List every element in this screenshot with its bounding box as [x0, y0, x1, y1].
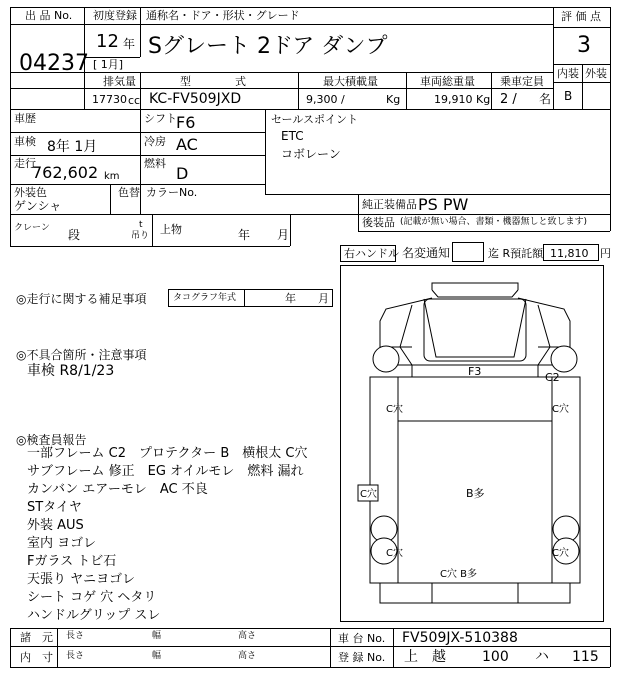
interior-height-label: 高さ — [238, 651, 257, 661]
max-load: 9,300 / — [306, 93, 345, 106]
capacity-label: 乗車定員 — [500, 75, 544, 88]
ac-label: 冷房 — [144, 135, 166, 148]
inspector-line-7: Fガラス トビ石 — [27, 554, 117, 569]
color-change-label: 色替 — [118, 186, 140, 199]
inspector-line-1: 一部フレーム C2 プロテクター B 横根太 C穴 — [27, 446, 308, 461]
first-reg-month: [ 1月] — [93, 58, 124, 71]
mileage-label: 走行 — [14, 157, 36, 170]
interior-label: 内装 — [557, 67, 579, 80]
max-load-unit: Kg — [386, 93, 401, 106]
model-code: KC-FV509JXD — [149, 91, 242, 107]
displacement-unit: cc — [128, 94, 141, 107]
tachograph-label: タコグラフ年式 — [173, 293, 237, 303]
chassis-no: FV509JX-510388 — [402, 630, 518, 646]
interior-grade: B — [564, 89, 573, 103]
label-f3: F3 — [468, 365, 482, 378]
sales-point-1: ETC — [281, 129, 304, 143]
aftermarket-label: 後装品 — [362, 216, 395, 229]
rating-label: 評 価 点 — [561, 10, 601, 23]
inspector-line-5: 外装 AUS — [27, 518, 84, 533]
max-load-label: 最大積載量 — [323, 75, 378, 88]
gross-weight: 19,910 — [434, 93, 473, 106]
registration-number: 115 — [572, 649, 599, 665]
spec-length-label: 長さ — [66, 631, 85, 641]
topload-year-unit: 年 — [238, 228, 251, 242]
shift-label: シフト — [144, 112, 177, 125]
crane-stage-unit: 段 — [68, 228, 81, 242]
inspector-heading: ◎検査員報告 — [16, 433, 87, 447]
truck-damage-diagram — [340, 265, 604, 622]
label-c-hole-b-many: C穴 B多 — [440, 569, 478, 580]
aftermarket-note: (記載が無い場合、書類・機器無しと致します) — [400, 217, 588, 227]
topload-label: 上物 — [160, 223, 182, 236]
registration-kana: ハ — [535, 649, 549, 665]
label-c-hole-box: C穴 — [360, 489, 377, 500]
capacity-unit: 名 — [539, 92, 552, 106]
inspector-line-6: 室内 ヨゴレ — [27, 536, 97, 551]
model-grade-label: 通称名・ドア・形状・グレード — [146, 9, 300, 22]
defects-heading: ◎不具合箇所・注意事項 — [16, 348, 147, 362]
sales-point-2: コボレーン — [281, 147, 341, 161]
shift: F6 — [176, 113, 196, 132]
lot-no-label: 出 品 No. — [25, 9, 73, 22]
exterior-label: 外装 — [585, 67, 607, 80]
model-label: 型 式 — [180, 75, 246, 88]
driving-notes-heading: ◎走行に関する補足事項 — [16, 292, 147, 306]
color-no-label: カラーNo. — [146, 186, 198, 199]
tachograph-month-unit: 月 — [318, 292, 329, 305]
label-c-hole-left: C穴 — [386, 404, 403, 415]
label-c-hole-rear-left: C穴 — [386, 548, 403, 559]
mileage: 762,602 — [32, 163, 99, 182]
inspector-line-4: STタイヤ — [27, 500, 82, 515]
lot-no: 04237 — [19, 51, 89, 76]
label-b-many: B多 — [466, 487, 485, 500]
crane-ton-top: t — [139, 220, 143, 230]
name-change-label: 名変通知 — [402, 246, 451, 260]
capacity: 2 / — [500, 92, 517, 107]
registration-label: 登 録 No. — [338, 651, 386, 664]
color-label: 外装色 — [14, 186, 47, 199]
color: ゲンシャ — [14, 199, 62, 213]
interior-width-label: 幅 — [152, 651, 162, 661]
first-reg-year: 12 — [96, 31, 119, 52]
label-c-hole-right: C穴 — [552, 404, 569, 415]
tachograph-year-unit: 年 — [285, 292, 296, 305]
crane-label: クレーン — [14, 223, 50, 233]
sales-points-label: セールスポイント — [271, 113, 359, 126]
rating-score: 3 — [577, 33, 591, 58]
chassis-label: 車 台 No. — [338, 632, 386, 645]
displacement: 17730 — [92, 93, 127, 106]
vehicle-title: Sグレート 2ドア ダンプ — [148, 34, 388, 59]
inspection-label: 車検 — [14, 135, 36, 148]
topload-month-unit: 月 — [277, 228, 290, 242]
ac: AC — [176, 135, 198, 154]
recycle: 11,810 — [550, 247, 589, 260]
inspector-line-10: ハンドルグリップ スレ — [27, 608, 161, 623]
gross-weight-label: 車両総重量 — [420, 75, 475, 88]
inspector-line-8: 天張り ヤニヨゴレ — [27, 572, 136, 587]
mileage-unit: km — [104, 171, 120, 182]
steering: 右ハンドル — [344, 247, 399, 260]
fuel-label: 燃料 — [144, 157, 166, 170]
inspector-line-3: カンバン エアーモレ AC 不良 — [27, 482, 208, 497]
inspector-line-9: シート コゲ 穴 ヘタリ — [27, 590, 157, 605]
inspection: 8年 1月 — [47, 139, 98, 155]
spec-width-label: 幅 — [152, 631, 162, 641]
crane-ton-unit: 吊り — [131, 231, 150, 241]
recycle-label: 迄 R預託額 — [488, 247, 544, 260]
registration-area: 上 越 — [404, 649, 446, 665]
first-reg-label: 初度登録 — [93, 9, 137, 22]
history-label: 車歴 — [14, 112, 36, 125]
first-reg-year-unit: 年 — [123, 37, 136, 51]
gross-weight-unit: Kg — [476, 93, 491, 106]
spec-height-label: 高さ — [238, 631, 257, 641]
equipment: PS PW — [418, 195, 469, 214]
label-c-hole-rear-right: C穴 — [552, 548, 569, 559]
registration-class: 100 — [482, 649, 509, 665]
equipment-label: 純正装備品 — [362, 198, 417, 211]
inspector-line-2: サブフレーム 修正 EG オイルモレ 燃料 漏れ — [27, 464, 304, 479]
name-change-box — [452, 242, 484, 262]
spec-label: 諸 元 — [20, 631, 53, 644]
recycle-unit: 円 — [600, 247, 611, 260]
fuel: D — [176, 164, 189, 183]
displacement-label: 排気量 — [103, 75, 136, 88]
interior-dims-label: 内 寸 — [20, 651, 53, 664]
defects-line-1: 車検 R8/1/23 — [27, 363, 115, 379]
interior-length-label: 長さ — [66, 651, 85, 661]
label-c2: C2 — [545, 371, 560, 384]
